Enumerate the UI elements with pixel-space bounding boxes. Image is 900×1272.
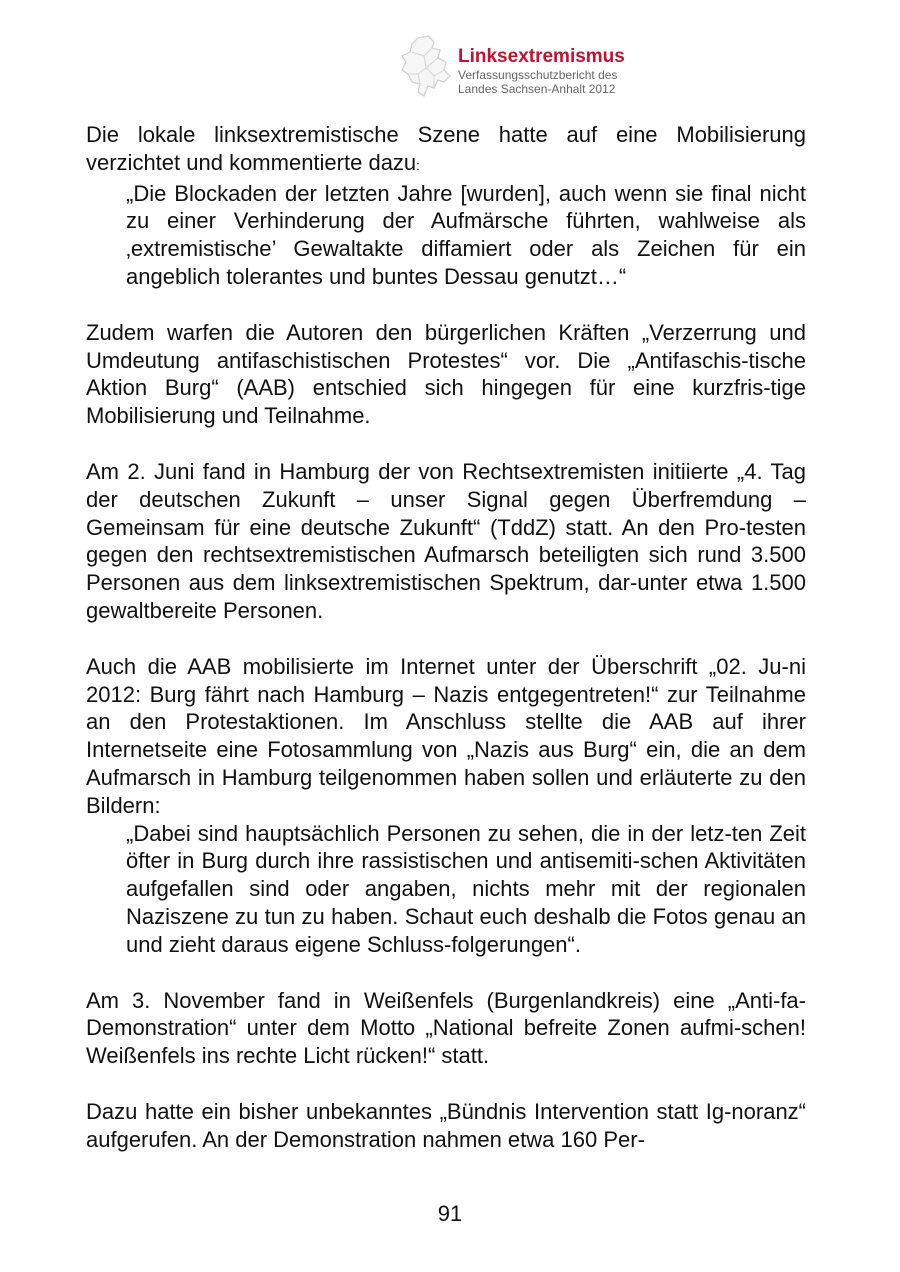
header-title: Linksextremismus bbox=[458, 46, 625, 67]
paragraph-4: Auch die AAB mobilisierte im Internet unter der Überschrift „02. Ju-ni 2012: Burg fährt nach Hamburg – Nazis entgegentreten!“ zur Teilnahme an den Protestaktionen. Im Anschluss stellte die AAB auf ihrer Internetseite eine Fotosammlung von „Nazis aus Burg“ ein, die an dem Aufmarsch in Hamburg teilgenommen haben sollen und erläuterte zu den Bildern: bbox=[86, 653, 806, 818]
paragraph-5: Am 3. November fand in Weißenfels (Burgenlandkreis) eine „Anti-fa-Demonstration“ unter dem Motto „National befreite Zonen aufmi-schen! Weißenfels ins rechte Licht rücken!“ statt. bbox=[86, 987, 806, 1069]
blockquote-1: „Die Blockaden der letzten Jahre [wurden], auch wenn sie final nicht zu einer Verhinderung der Aufmärsche führten, wahlweise als ‚extremistische’ Gewaltakte diffamiert oder als Zeichen für ein angeblich tolerantes und buntes Dessau genutzt…“ bbox=[126, 180, 806, 289]
page-body bbox=[86, 121, 806, 1182]
header-subtitle-line1: Verfassungsschutzbericht des bbox=[458, 68, 618, 82]
paragraph-1-text: Die lokale linksextremistische Szene hatte auf eine Mobilisierung verzichtet und kommentierte dazu bbox=[86, 122, 806, 175]
paragraph-1 bbox=[86, 121, 806, 180]
paragraph-1-colon: : bbox=[416, 157, 420, 173]
page-header bbox=[398, 32, 698, 102]
paragraph-2: Zudem warfen die Autoren den bürgerlichen Kräften „Verzerrung und Umdeutung antifaschistischen Protestes“ vor. Die „Antifaschis-tische Aktion Burg“ (AAB) entschied sich hingegen für eine kurzfris-tige Mobilisierung und Teilnahme. bbox=[86, 319, 806, 429]
saxony-anhalt-map-icon bbox=[398, 34, 454, 100]
paragraph-6: Dazu hatte ein bisher unbekanntes „Bündnis Intervention statt Ig-noranz“ aufgerufen. An der Demonstration nahmen etwa 160 Per- bbox=[86, 1098, 806, 1152]
page-number: 91 bbox=[437, 1201, 463, 1226]
blockquote-2: „Dabei sind hauptsächlich Personen zu sehen, die in der letz-ten Zeit öfter in Burg durch ihre rassistischen und antisemiti-schen Aktivitäten aufgefallen sind oder angaben, nichts mehr mit der regionalen Naziszene zu tun zu haben. Schaut euch deshalb die Fotos genau an und zieht daraus eigene Schluss-folgerungen“. bbox=[126, 820, 806, 957]
paragraph-3: Am 2. Juni fand in Hamburg der von Rechtsextremisten initiierte „4. Tag der deutschen Zukunft – unser Signal gegen Überfremdung – Gemeinsam für eine deutsche Zukunft“ (TddZ) statt. An den Pro-testen gegen den rechtsextremistischen Aufmarsch beteiligten sich rund 3.500 Personen aus dem linksextremistischen Spektrum, dar-unter etwa 1.500 gewaltbereite Personen. bbox=[86, 458, 806, 623]
header-subtitle-line2: Landes Sachsen-Anhalt 2012 bbox=[458, 82, 616, 96]
